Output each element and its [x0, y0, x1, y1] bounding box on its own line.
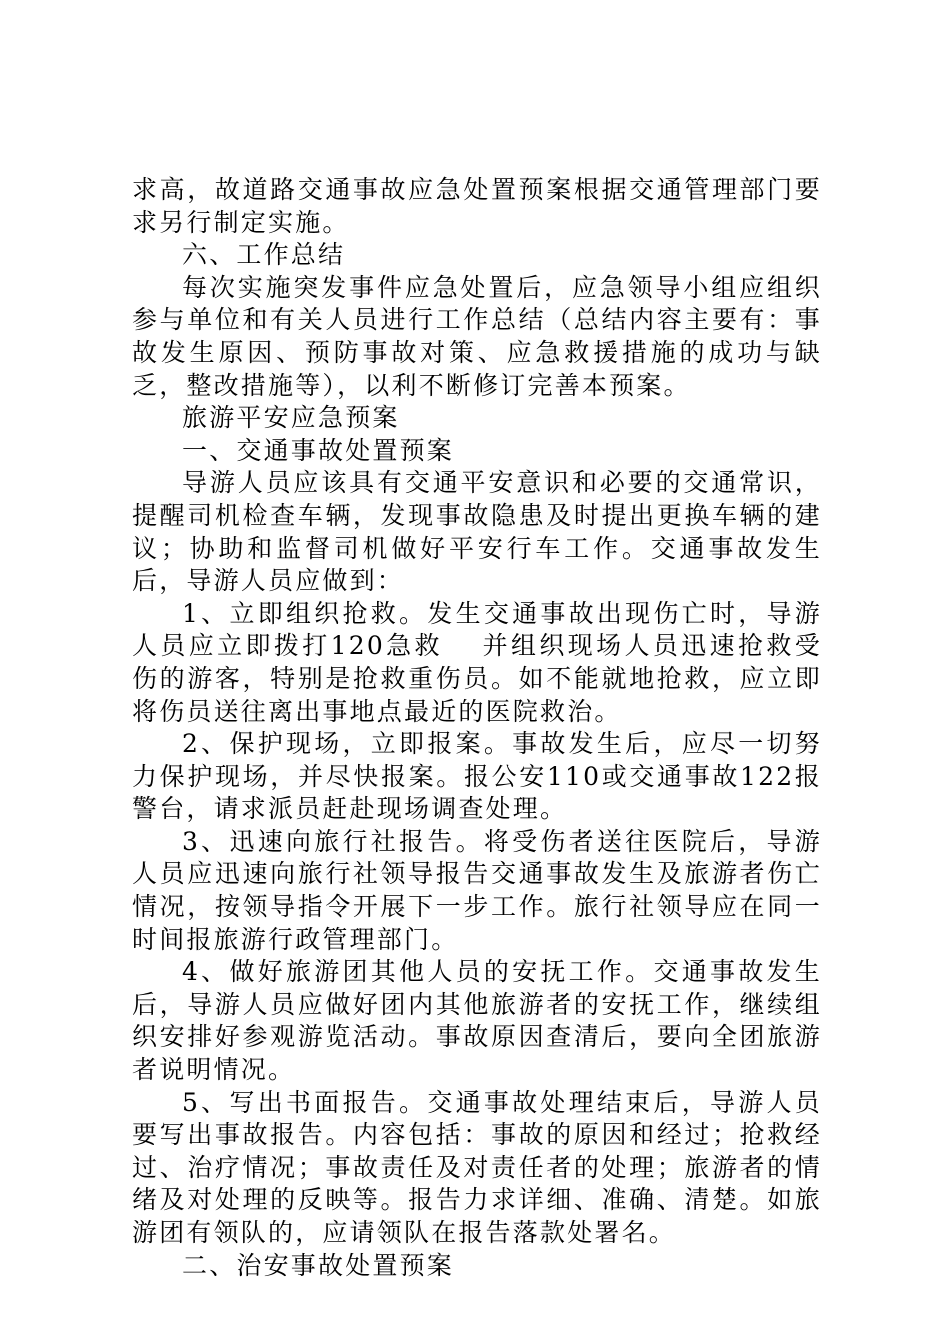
list-item-protect-scene: 2、保护现场，立即报案。事故发生后，应尽一切努力保护现场，并尽快报案。报公安110或交通事故122报警台，请求派员赶赴现场调查处理。: [132, 729, 822, 824]
paragraph-continuation: 求高，故道路交通事故应急处置预案根据交通管理部门要求另行制定实施。: [132, 175, 822, 237]
section-heading-traffic-accident: 一、交通事故处置预案: [182, 435, 455, 465]
list-item-comfort-group: 4、做好旅游团其他人员的安抚工作。交通事故发生后，导游人员应做好团内其他旅游者的安抚工作，继续组织安排好参观游览活动。事故原因查清后，要向全团旅游者说明情况。: [132, 957, 822, 1085]
section-heading-work-summary: 六、工作总结: [182, 240, 346, 270]
paragraph-work-summary: 每次实施突发事件应急处置后，应急领导小组应组织参与单位和有关人员进行工作总结（总结内容主要有：事故发生原因、预防事故对策、应急救援措施的成功与缺乏，整改措施等），以利不断修订完善本预案。: [132, 272, 822, 400]
section-heading-public-security: 二、治安事故处置预案: [182, 1250, 455, 1280]
list-item-written-report: 5、写出书面报告。交通事故处理结束后，导游人员要写出事故报告。内容包括：事故的原因和经过；抢救经过、治疗情况；事故责任及对责任者的处理；旅游者的情绪及对处理的反映等。报告力求详细、准确、清楚。如旅游团有领队的，应请领队在报告落款处署名。: [132, 1087, 822, 1247]
document-title-tourism-safety-plan: 旅游平安应急预案: [182, 403, 400, 433]
paragraph-traffic-intro: 导游人员应该具有交通平安意识和必要的交通常识，提醒司机检查车辆，发现事故隐患及时提出更换车辆的建议；协助和监督司机做好平安行车工作。交通事故发生后，导游人员应做到：: [132, 468, 822, 596]
list-item-report-agency: 3、迅速向旅行社报告。将受伤者送往医院后，导游人员应迅速向旅行社领导报告交通事故发生及旅游者伤亡情况，按领导指令开展下一步工作。旅行社领导应在同一时间报旅游行政管理部门。: [132, 826, 822, 954]
list-item-rescue: 1、立即组织抢救。发生交通事故出现伤亡时，导游人员应立即拨打120急救 并组织现场人员迅速抢救受伤的游客，特别是抢救重伤员。如不能就地抢救，应立即将伤员送往离出事地点最近的医院救治。: [132, 598, 822, 726]
document-body: [132, 174, 822, 1282]
